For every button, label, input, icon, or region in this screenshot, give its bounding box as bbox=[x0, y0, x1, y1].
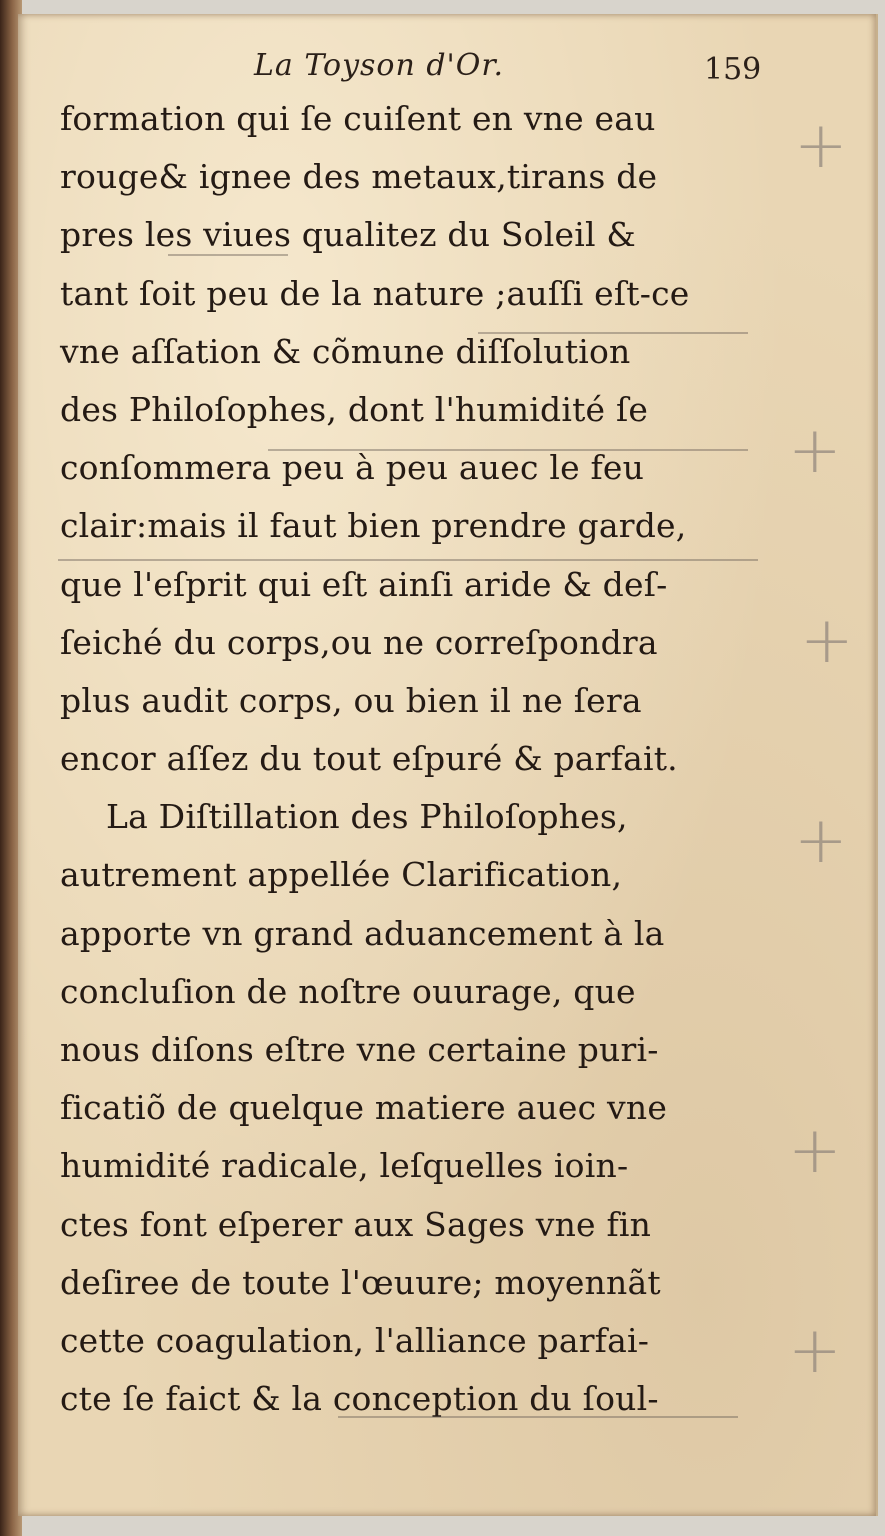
pencil-cross-mark: + bbox=[794, 109, 848, 183]
text-line: clair:mais il faut bien prendre garde, bbox=[60, 506, 687, 546]
text-line: plus audit corps, ou bien il ne ſera bbox=[60, 680, 642, 720]
text-line: formation qui ſe cuiſent en vne eau bbox=[60, 99, 656, 138]
text-line: que l'eſprit qui eſt ainſi aride & deſ- bbox=[60, 564, 668, 604]
text-line: ficatiõ de quelque matiere auec vne bbox=[60, 1088, 668, 1128]
text-line: vne aſſation & cõmune diſſolution bbox=[60, 331, 631, 371]
text-line: des Philoſophes, dont l'humidité ſe bbox=[60, 389, 649, 429]
text-line: ſeiché du corps,ou ne correſpondra bbox=[60, 622, 658, 662]
pencil-cross-mark: + bbox=[794, 804, 848, 878]
text-line: encor aſſez du tout eſpuré & parfait. bbox=[60, 739, 678, 779]
text-line: tant ſoit peu de la nature ;auſſi eſt-ce bbox=[60, 273, 690, 313]
text-line: humidité radicale, leſquelles ioin- bbox=[60, 1146, 629, 1186]
pencil-underline bbox=[268, 449, 748, 451]
pencil-underline bbox=[478, 332, 748, 334]
text-line: cte ſe faict & la conception du ſoul- bbox=[60, 1379, 659, 1419]
text-line-paragraph-start: La Diſtillation des Philoſophes, bbox=[106, 797, 628, 837]
pencil-cross-mark: + bbox=[788, 1314, 842, 1388]
pencil-underline bbox=[338, 1416, 738, 1418]
text-line: autrement appellée Clarification, bbox=[60, 855, 623, 895]
page-number: 159 bbox=[704, 52, 762, 87]
text-line: apporte vn grand aduancement à la bbox=[60, 913, 665, 953]
text-line: rouge& ignee des metaux,tirans de bbox=[60, 157, 658, 197]
pencil-cross-mark: + bbox=[788, 414, 842, 488]
pencil-cross-mark: + bbox=[800, 604, 854, 678]
pencil-underline bbox=[58, 559, 758, 561]
text-line: concluſion de noſtre ouurage, que bbox=[60, 971, 636, 1011]
text-line: pres les viues qualitez du Soleil & bbox=[60, 215, 636, 255]
body-text bbox=[60, 90, 772, 1428]
pencil-underline bbox=[168, 254, 288, 256]
text-line: conſommera peu à peu auec le feu bbox=[60, 448, 645, 488]
text-line: nous diſons eſtre vne certaine puri- bbox=[60, 1030, 659, 1069]
book-page bbox=[18, 14, 878, 1516]
running-title: La Toyson d'Or. bbox=[254, 48, 504, 83]
text-line: deſiree de toute l'œuure; moyennãt bbox=[60, 1262, 661, 1302]
text-line: cette coagulation, l'alliance parfai- bbox=[60, 1320, 650, 1360]
text-line: ctes font eſperer aux Sages vne fin bbox=[60, 1204, 652, 1244]
pencil-cross-mark: + bbox=[788, 1114, 842, 1188]
